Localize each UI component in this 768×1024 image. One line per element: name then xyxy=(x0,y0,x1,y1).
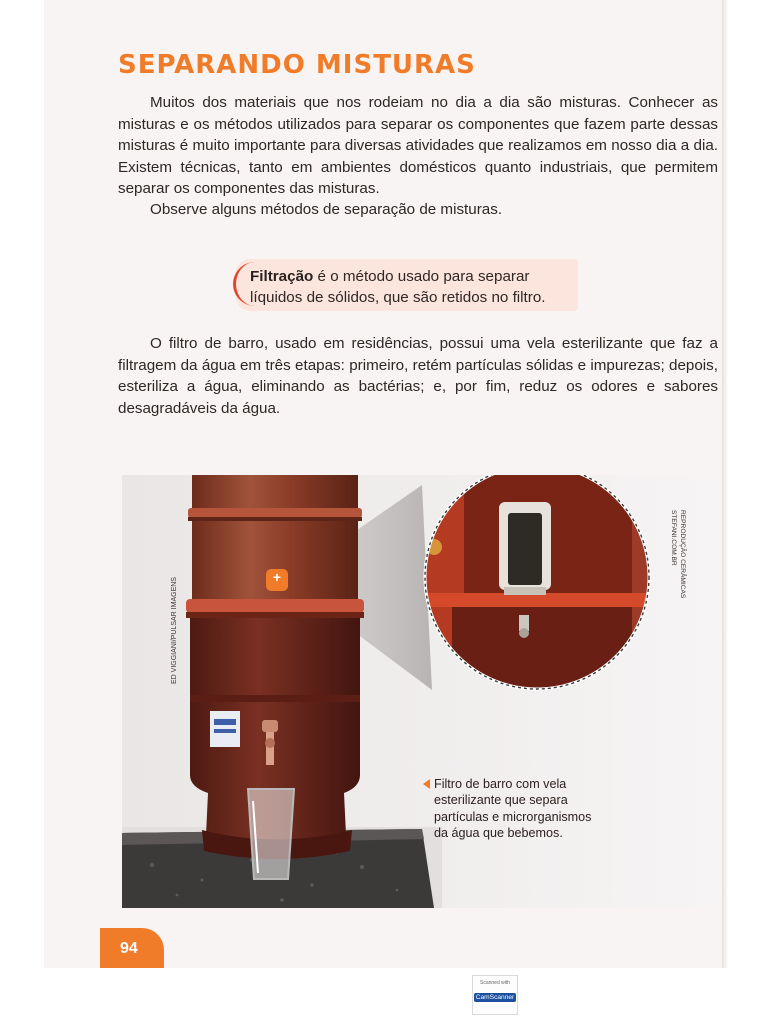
credit-right-line2: STEFANI.COM.BR xyxy=(670,510,677,566)
scanner-line1: Scanned with xyxy=(479,980,511,986)
callout-term: Filtração xyxy=(250,268,314,285)
callout-definition: é o método usado para separar líquidos de sólidos, que são retidos no filtro. xyxy=(250,268,546,306)
filter-paragraph: O filtro de barro, usado em residências, possui uma vela esterilizante que faz a filtragem da água em três etapas: primeiro, retém partículas sólidas e impurezas; depois, esteriliza a água, eliminando as bactérias; e, por fim, reduz os odores e sabores desagradáveis da água. xyxy=(118,335,718,417)
callout-text xyxy=(250,266,572,308)
scanner-line2: CamScanner xyxy=(475,994,515,1001)
page-number-tab xyxy=(100,928,164,968)
scanner-watermark xyxy=(472,975,518,1015)
caption-arrow-icon xyxy=(423,779,430,789)
credit-left-text: ED VIGGIANI/PULSAR IMAGENS xyxy=(171,577,178,684)
filter-photo xyxy=(122,475,718,908)
photo-caption: Filtro de barro com vela esterilizante que separa partículas e microrganismos da água que bebemos. xyxy=(434,777,592,840)
page-number: 94 xyxy=(120,940,138,957)
page-edge xyxy=(722,0,728,968)
credit-right-line1: REPRODUÇÃO CERÂMICAS xyxy=(679,510,686,599)
intro-paragraph: Muitos dos materiais que nos rodeiam no dia a dia são misturas. Conhecer as misturas e os métodos utilizados para separar os componentes que fazem parte dessas misturas é muito importante para diversas atividades que realizamos em nosso dia a dia. Existem técnicas, tanto em ambientes domésticos quanto industriais, que permitem separar os componentes das misturas. xyxy=(118,94,718,197)
zoom-marker-icon: + xyxy=(272,569,282,585)
section-title: SEPARANDO MISTURAS xyxy=(118,50,476,80)
observe-paragraph: Observe alguns métodos de separação de misturas. xyxy=(150,201,503,218)
